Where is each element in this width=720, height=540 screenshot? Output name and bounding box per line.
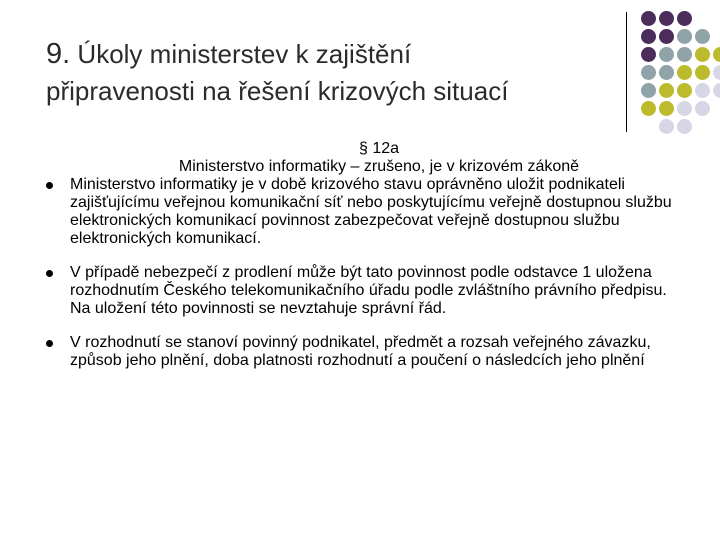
decorative-dot — [641, 47, 656, 62]
decorative-dot — [659, 47, 674, 62]
bullet-item — [46, 334, 686, 370]
decorative-dot — [641, 29, 656, 44]
decorative-dot — [713, 65, 720, 80]
decorative-dot — [713, 47, 720, 62]
bullet-text: V případě nebezpečí z prodlení může být tato povinnost podle odstavce 1 uložena rozhodnutím Českého telekomunikačního úřadu podle zvláštního právního předpisu. Na uložení této povinnosti se nevztahuje správní řád. — [70, 264, 667, 317]
decorative-dot — [641, 11, 656, 26]
decorative-dot — [659, 29, 674, 44]
decorative-dot — [659, 11, 674, 26]
decorative-dot — [695, 47, 710, 62]
decorative-dot — [695, 65, 710, 80]
decorative-dot — [659, 101, 674, 116]
decorative-dot — [677, 119, 692, 134]
section-heading: Ministerstvo informatiky – zrušeno, je v krizovém zákoně — [178, 158, 580, 175]
bullet-item — [46, 264, 686, 318]
vertical-divider — [626, 12, 627, 132]
decorative-dot — [659, 65, 674, 80]
title-line-1: Úkoly ministerstev k zajištění — [77, 39, 412, 69]
slide-body — [46, 140, 686, 370]
title-number: 9. — [46, 38, 71, 70]
decorative-dot — [677, 83, 692, 98]
decorative-dot — [659, 83, 674, 98]
bullet-icon — [46, 182, 53, 189]
bullet-item — [46, 176, 686, 248]
decorative-dot — [713, 83, 720, 98]
section-paragraph-sign: § 12a — [358, 140, 400, 157]
title-line-2: připravenosti na řešení krizových situací — [46, 76, 509, 106]
decorative-dot — [659, 119, 674, 134]
bullet-text: Ministerstvo informatiky je v době krizového stavu oprávněno uložit podnikateli zajišťujícímu veřejnou komunikační síť nebo poskytujícímu veřejně dostupnou službu elektronických komunikací povinnost zabezpečovat veřejně dostupnou službu elektronických komunikací. — [70, 176, 672, 247]
decorative-dot — [641, 101, 656, 116]
decorative-dot — [677, 47, 692, 62]
decorative-dot — [677, 11, 692, 26]
decorative-dot — [695, 101, 710, 116]
decorative-dot — [695, 83, 710, 98]
decorative-dot — [695, 29, 710, 44]
bullet-text: V rozhodnutí se stanoví povinný podnikatel, předmět a rozsah veřejného závazku, způsob jeho plnění, doba platnosti rozhodnutí a poučení o následcích jeho plnění — [70, 334, 651, 369]
decorative-dot — [677, 101, 692, 116]
decorative-dot — [641, 65, 656, 80]
bullet-icon — [46, 270, 53, 277]
slide-title — [46, 36, 616, 110]
decorative-dot — [677, 65, 692, 80]
decorative-dot — [677, 29, 692, 44]
bullet-icon — [46, 340, 53, 347]
decorative-dot — [641, 83, 656, 98]
